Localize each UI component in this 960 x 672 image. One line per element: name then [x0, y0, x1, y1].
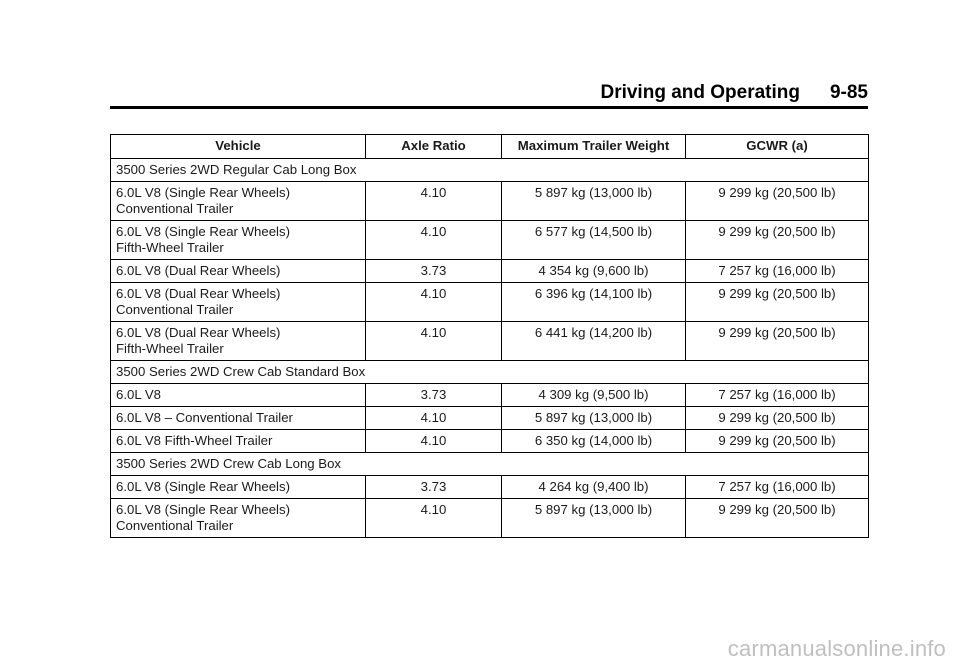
- table-row: [111, 221, 869, 260]
- table-section-row: [111, 361, 869, 384]
- max-trailer-weight-cell: 4 264 kg (9,400 lb): [502, 476, 686, 499]
- gcwr-cell: 9 299 kg (20,500 lb): [686, 283, 869, 322]
- trailer-weight-table: [110, 134, 869, 538]
- table-row: [111, 384, 869, 407]
- axle-ratio-cell: 4.10: [366, 182, 502, 221]
- max-trailer-weight-cell: 5 897 kg (13,000 lb): [502, 407, 686, 430]
- section-label: 3500 Series 2WD Regular Cab Long Box: [111, 159, 869, 182]
- vehicle-line: 6.0L V8 Fifth-Wheel Trailer: [116, 433, 273, 448]
- page-number: 9-85: [829, 82, 868, 103]
- vehicle-line: Conventional Trailer: [116, 201, 234, 216]
- section-label: 3500 Series 2WD Crew Cab Long Box: [111, 453, 869, 476]
- vehicle-line: 6.0L V8 – Conventional Trailer: [116, 410, 293, 425]
- gcwr-cell: 9 299 kg (20,500 lb): [686, 499, 869, 538]
- max-trailer-weight-cell: 4 309 kg (9,500 lb): [502, 384, 686, 407]
- vehicle-line: 6.0L V8 (Single Rear Wheels): [116, 224, 290, 239]
- column-header-max-trailer-weight: Maximum Trailer Weight: [502, 135, 686, 159]
- gcwr-cell: 9 299 kg (20,500 lb): [686, 430, 869, 453]
- gcwr-cell: 7 257 kg (16,000 lb): [686, 476, 869, 499]
- vehicle-cell: [111, 260, 366, 283]
- watermark: carmanualsonline.info: [727, 636, 946, 661]
- vehicle-line: 6.0L V8: [116, 387, 161, 402]
- vehicle-cell: [111, 499, 366, 538]
- axle-ratio-cell: 4.10: [366, 430, 502, 453]
- axle-ratio-cell: 4.10: [366, 322, 502, 361]
- table-header-row: [111, 135, 869, 159]
- gcwr-cell: 9 299 kg (20,500 lb): [686, 182, 869, 221]
- vehicle-line: 6.0L V8 (Dual Rear Wheels): [116, 325, 281, 340]
- max-trailer-weight-cell: 6 396 kg (14,100 lb): [502, 283, 686, 322]
- axle-ratio-cell: 4.10: [366, 407, 502, 430]
- vehicle-cell: [111, 407, 366, 430]
- table-section-row: [111, 159, 869, 182]
- axle-ratio-cell: 3.73: [366, 384, 502, 407]
- max-trailer-weight-cell: 6 441 kg (14,200 lb): [502, 322, 686, 361]
- table-row: [111, 407, 869, 430]
- column-header-vehicle: Vehicle: [111, 135, 366, 159]
- max-trailer-weight-cell: 6 350 kg (14,000 lb): [502, 430, 686, 453]
- gcwr-cell: 9 299 kg (20,500 lb): [686, 221, 869, 260]
- max-trailer-weight-cell: 5 897 kg (13,000 lb): [502, 499, 686, 538]
- column-header-gcwr: GCWR (a): [686, 135, 869, 159]
- gcwr-cell: 9 299 kg (20,500 lb): [686, 322, 869, 361]
- vehicle-cell: [111, 182, 366, 221]
- page-header: [110, 78, 868, 109]
- axle-ratio-cell: 4.10: [366, 499, 502, 538]
- table-row: [111, 476, 869, 499]
- table-body: [111, 159, 869, 538]
- table-row: [111, 283, 869, 322]
- section-label: 3500 Series 2WD Crew Cab Standard Box: [111, 361, 869, 384]
- table-row: [111, 260, 869, 283]
- vehicle-line: Fifth-Wheel Trailer: [116, 341, 224, 356]
- vehicle-line: 6.0L V8 (Dual Rear Wheels): [116, 263, 281, 278]
- gcwr-cell: 9 299 kg (20,500 lb): [686, 407, 869, 430]
- table-section-row: [111, 453, 869, 476]
- vehicle-cell: [111, 476, 366, 499]
- gcwr-cell: 7 257 kg (16,000 lb): [686, 260, 869, 283]
- table-row: [111, 322, 869, 361]
- vehicle-line: Fifth-Wheel Trailer: [116, 240, 224, 255]
- max-trailer-weight-cell: 5 897 kg (13,000 lb): [502, 182, 686, 221]
- axle-ratio-cell: 4.10: [366, 283, 502, 322]
- column-header-axle-ratio: Axle Ratio: [366, 135, 502, 159]
- axle-ratio-cell: 4.10: [366, 221, 502, 260]
- axle-ratio-cell: 3.73: [366, 476, 502, 499]
- max-trailer-weight-cell: 4 354 kg (9,600 lb): [502, 260, 686, 283]
- vehicle-line: 6.0L V8 (Single Rear Wheels): [116, 502, 290, 517]
- gcwr-cell: 7 257 kg (16,000 lb): [686, 384, 869, 407]
- table-row: [111, 499, 869, 538]
- max-trailer-weight-cell: 6 577 kg (14,500 lb): [502, 221, 686, 260]
- table-row: [111, 182, 869, 221]
- vehicle-line: 6.0L V8 (Dual Rear Wheels): [116, 286, 281, 301]
- vehicle-cell: [111, 384, 366, 407]
- vehicle-line: Conventional Trailer: [116, 518, 234, 533]
- table-row: [111, 430, 869, 453]
- vehicle-cell: [111, 221, 366, 260]
- vehicle-cell: [111, 283, 366, 322]
- vehicle-cell: [111, 430, 366, 453]
- section-title: Driving and Operating: [600, 82, 800, 103]
- axle-ratio-cell: 3.73: [366, 260, 502, 283]
- vehicle-line: 6.0L V8 (Single Rear Wheels): [116, 479, 290, 494]
- vehicle-line: 6.0L V8 (Single Rear Wheels): [116, 185, 290, 200]
- vehicle-line: Conventional Trailer: [116, 302, 234, 317]
- vehicle-cell: [111, 322, 366, 361]
